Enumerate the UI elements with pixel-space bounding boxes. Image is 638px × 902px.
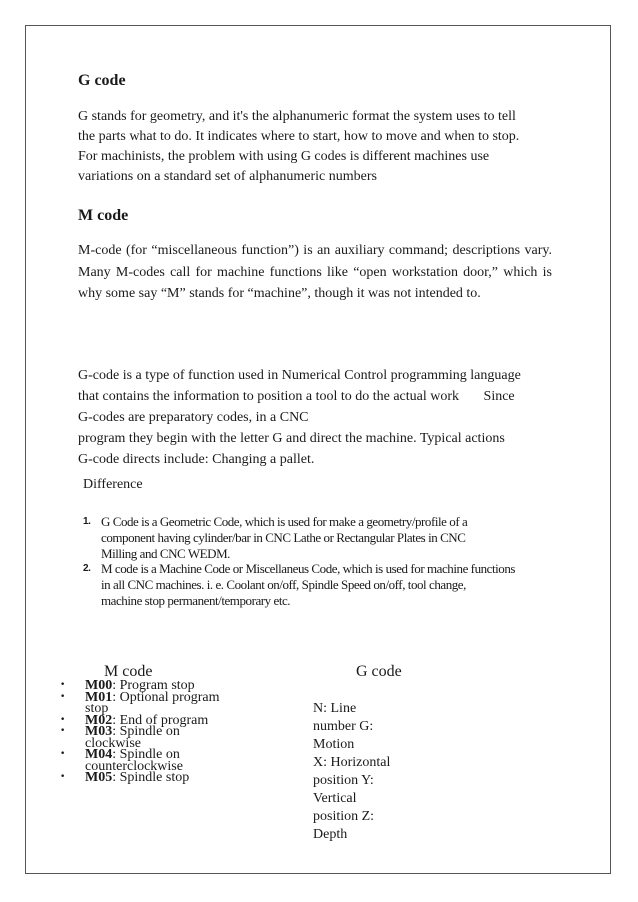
code-description-wrap: counterclockwise <box>85 758 183 774</box>
list-number: 2. <box>83 563 91 574</box>
code-label: M04 <box>85 747 113 762</box>
code-label: M00 <box>85 678 113 693</box>
g-code-line: X: Horizontal <box>313 755 391 770</box>
code-label: M05 <box>85 770 113 785</box>
difference-line: Milling and CNC WEDM. <box>101 546 230 561</box>
code-label: M01 <box>85 689 113 705</box>
list-number: 1. <box>83 516 91 527</box>
gcode-function-line: G-codes are preparatory codes, in a CNC <box>78 410 309 425</box>
code-label: M03 <box>85 724 113 739</box>
gcode-function-paragraph <box>78 365 568 470</box>
gcode-paragraph <box>78 107 558 187</box>
gcode-function-line: G-code directs include: Changing a pallet. <box>78 452 315 467</box>
bullet: • <box>60 691 66 702</box>
bullet: • <box>60 749 66 759</box>
list-item <box>60 749 260 772</box>
bullet: • <box>60 726 66 736</box>
gcode-function-line: that contains the information to position a tool to do the actual work Since <box>78 389 515 404</box>
gcode-heading: G code <box>78 72 126 89</box>
difference-line: machine stop permanent/temporary etc. <box>101 593 291 608</box>
code-description: : Spindle on <box>112 747 180 762</box>
difference-line: in all CNC machines. i. e. Coolant on/off, Spindle Speed on/off, tool change, <box>101 577 466 592</box>
gcode-line: the parts what to do. It indicates where to start, how to move and when to stop. <box>78 129 520 144</box>
code-description-wrap: clockwise <box>85 735 141 751</box>
g-code-line: position Z: <box>313 809 375 824</box>
list-item <box>60 772 260 784</box>
gcode-function-line: G-code is a type of function used in Numerical Control programming language <box>78 368 521 383</box>
m-code-list <box>60 680 260 784</box>
mcode-heading: M code <box>78 207 129 224</box>
list-item <box>60 726 260 749</box>
difference-line: G Code is a Geometric Code, which is used for make a geometry/profile of a <box>101 514 468 529</box>
g-code-line: Depth <box>313 827 348 842</box>
gcode-line: For machinists, the problem with using G codes is different machines use <box>78 149 490 164</box>
gcode-line: G stands for geometry, and it's the alphanumeric format the system uses to tell <box>78 109 516 124</box>
gcode-function-line: program they begin with the letter G and direct the machine. Typical actions <box>78 431 505 446</box>
bullet: • <box>60 680 66 690</box>
code-description: : Spindle on <box>112 724 180 739</box>
bullet: • <box>60 772 66 782</box>
g-code-line: Motion <box>313 737 355 752</box>
code-description-wrap: stop <box>85 701 109 716</box>
difference-line: component having cylinder/bar in CNC Lathe or Rectangular Plates in CNC <box>101 530 466 545</box>
code-description: : End of program <box>112 712 209 728</box>
code-description: : Optional program <box>112 689 220 705</box>
g-code-line: position Y: <box>313 773 374 788</box>
list-item <box>60 689 260 716</box>
difference-title: Difference <box>83 477 143 492</box>
m-code-column-heading: M code <box>104 663 153 680</box>
g-code-list <box>313 700 423 844</box>
bullet: • <box>60 714 66 725</box>
g-code-line: number G: <box>313 719 374 734</box>
code-description: : Spindle stop <box>112 770 190 785</box>
code-label: M02 <box>85 712 113 728</box>
g-code-column-heading: G code <box>356 663 402 680</box>
g-code-line: N: Line <box>313 701 357 716</box>
code-description: : Program stop <box>112 678 195 693</box>
difference-line: M code is a Machine Code or Miscellaneus Code, which is used for machine functions <box>101 561 516 576</box>
mcode-paragraph: M-code (for “miscellaneous function”) is an auxiliary command; descriptions vary. Many M-codes call for machine functions like “open workstation door,” which is why some say “M” stands for “machine”, though it was not intended to. <box>78 243 552 301</box>
gcode-line: variations on a standard set of alphanumeric numbers <box>78 169 377 184</box>
g-code-line: Vertical <box>313 791 357 806</box>
